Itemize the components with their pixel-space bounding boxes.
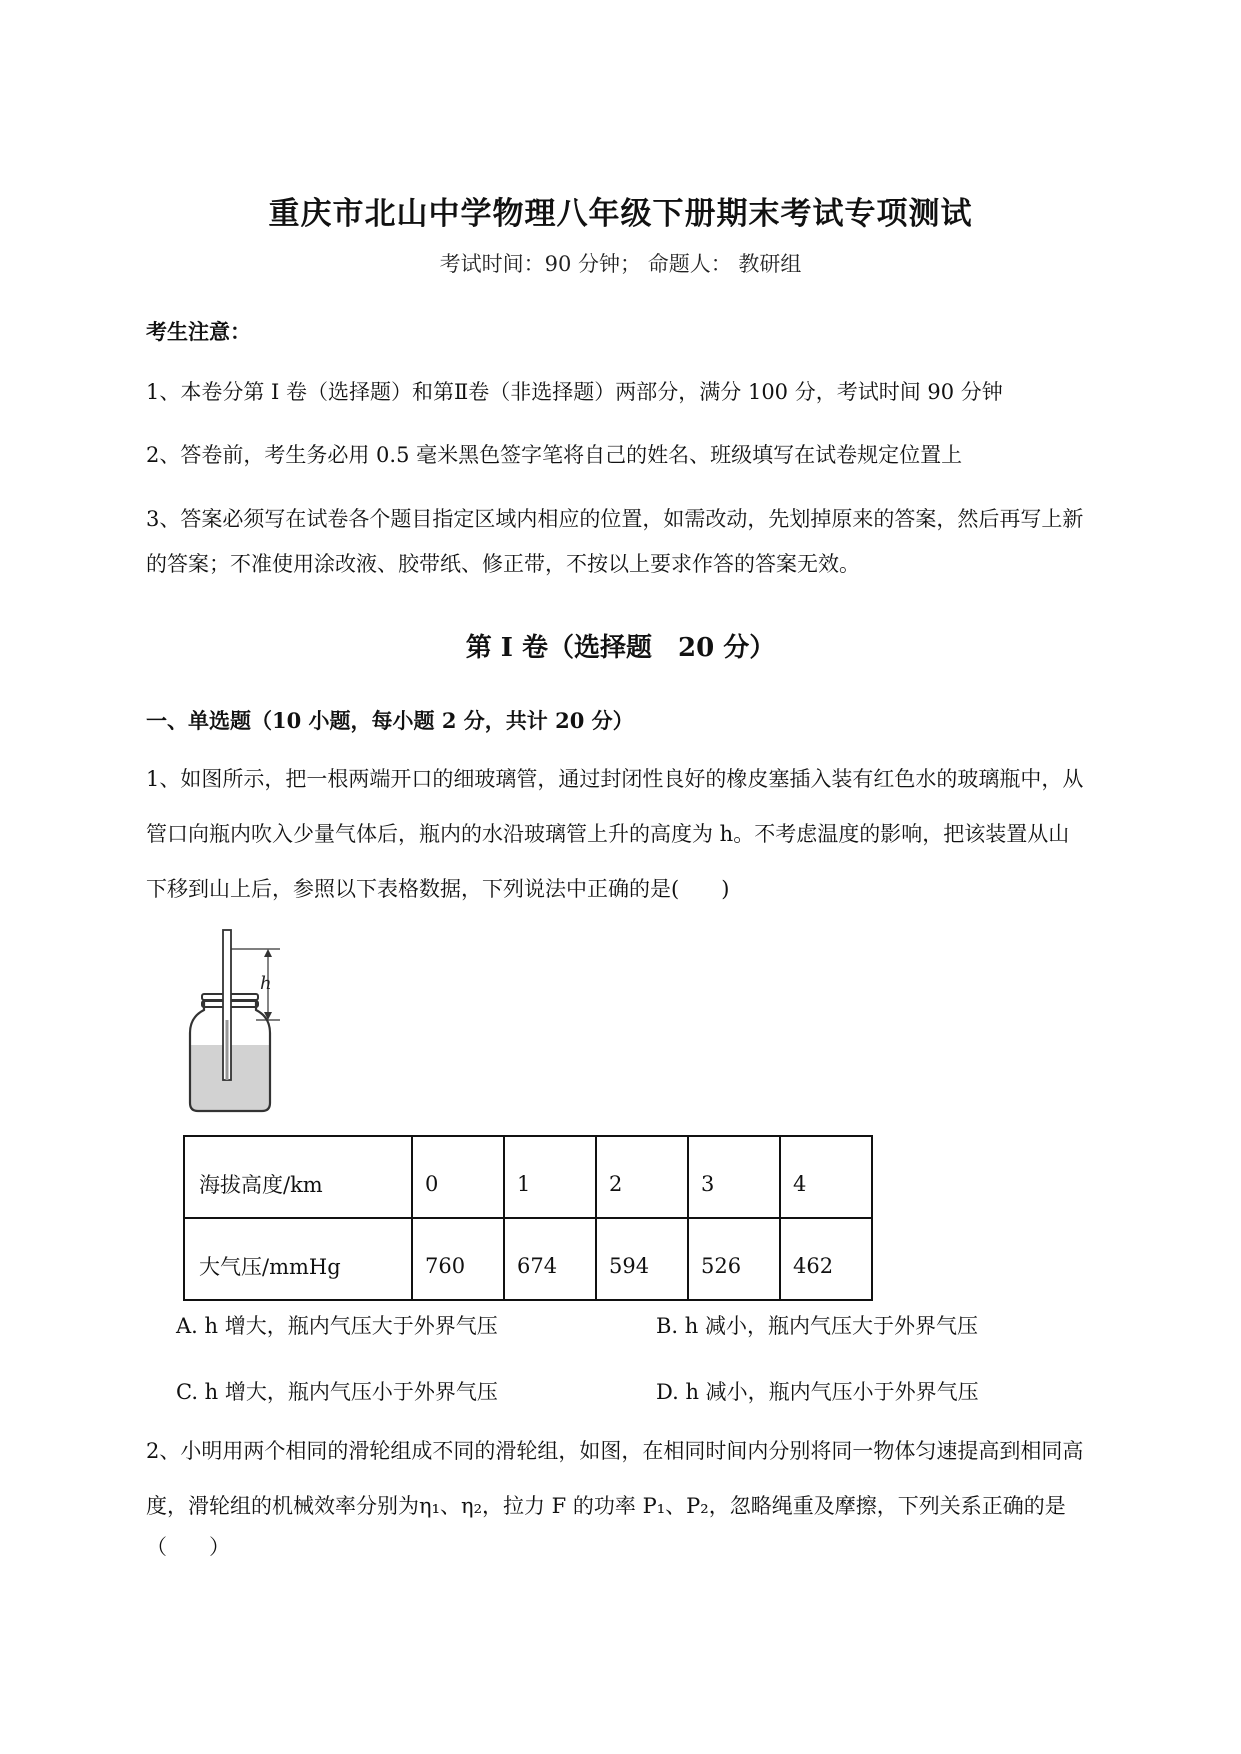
table-row [184, 1136, 872, 1218]
option-b: B. h 减小，瓶内气压大于外界气压 [656, 1314, 978, 1338]
table-cell: 674 [504, 1218, 596, 1300]
table-header-cell: 海拔高度/km [184, 1136, 412, 1218]
table-cell: 2 [596, 1136, 688, 1218]
exam-subtitle: 考试时间：90 分钟； 命题人： 教研组 [439, 252, 802, 276]
dim-arrow-up [264, 949, 272, 957]
question-2-text [146, 1434, 1146, 1585]
notice-item-2: 2、答卷前，考生务必用 0.5 毫米黑色签字笔将自己的姓名、班级填写在试卷规定位置上 [146, 443, 963, 467]
option-d: D. h 减小，瓶内气压小于外界气压 [656, 1380, 979, 1404]
table-row [184, 1218, 872, 1300]
exam-title: 重庆市北山中学物理八年级下册期末考试专项测试 [268, 196, 973, 232]
table-cell: 462 [780, 1218, 872, 1300]
altitude-pressure-table [183, 1135, 873, 1301]
question-1-text [146, 762, 1146, 927]
question-2-line-2: 度，滑轮组的机械效率分别为η₁、η₂，拉力 F 的功率 P₁、P₂，忽略绳重及摩擦，下列关系正确的是 [146, 1494, 1066, 1518]
question-1-line-1: 1、如图所示，把一根两端开口的细玻璃管，通过封闭性良好的橡皮塞插入装有红色水的玻璃瓶中，从 [146, 767, 1084, 791]
notice-heading: 考生注意： [146, 319, 251, 344]
section-title: 第 I 卷（选择题 20 分） [465, 633, 776, 663]
question-1-line-2: 管口向瓶内吹入少量气体后，瓶内的水沿玻璃管上升的高度为 h。不考虑温度的影响，把该装置从山 [146, 822, 1070, 846]
notice-item-3: 3、答案必须写在试卷各个题目指定区域内相应的位置，如需改动，先划掉原来的答案，然后再写上新 [146, 507, 1084, 531]
question-type-heading: 一、单选题（10 小题，每小题 2 分，共计 20 分） [146, 708, 634, 733]
question-1-line-3: 下移到山上后，参照以下表格数据，下列说法中正确的是( ) [146, 877, 730, 901]
table-cell: 4 [780, 1136, 872, 1218]
notice-item-1: 1、本卷分第 I 卷（选择题）和第Ⅱ卷（非选择题）两部分，满分 100 分，考试时间 90 分钟 [146, 380, 1003, 404]
table-cell: 526 [688, 1218, 780, 1300]
table-cell: 0 [412, 1136, 504, 1218]
option-a: A. h 增大，瓶内气压大于外界气压 [176, 1314, 498, 1338]
notice-item-3-cont: 的答案；不准使用涂改液、胶带纸、修正带，不按以上要求作答的答案无效。 [146, 552, 860, 576]
option-c: C. h 增大，瓶内气压小于外界气压 [176, 1380, 498, 1404]
table-cell: 3 [688, 1136, 780, 1218]
table-header-cell: 大气压/mmHg [184, 1218, 412, 1300]
table-cell: 1 [504, 1136, 596, 1218]
question-2-line-3: （ ） [146, 1535, 230, 1559]
table-cell: 760 [412, 1218, 504, 1300]
question-2-line-1: 2、小明用两个相同的滑轮组成不同的滑轮组，如图，在相同时间内分别将同一物体匀速提高到相同高 [146, 1439, 1084, 1463]
h-label: h [260, 973, 272, 994]
bottle-apparatus-figure [176, 925, 306, 1115]
table-cell: 594 [596, 1218, 688, 1300]
